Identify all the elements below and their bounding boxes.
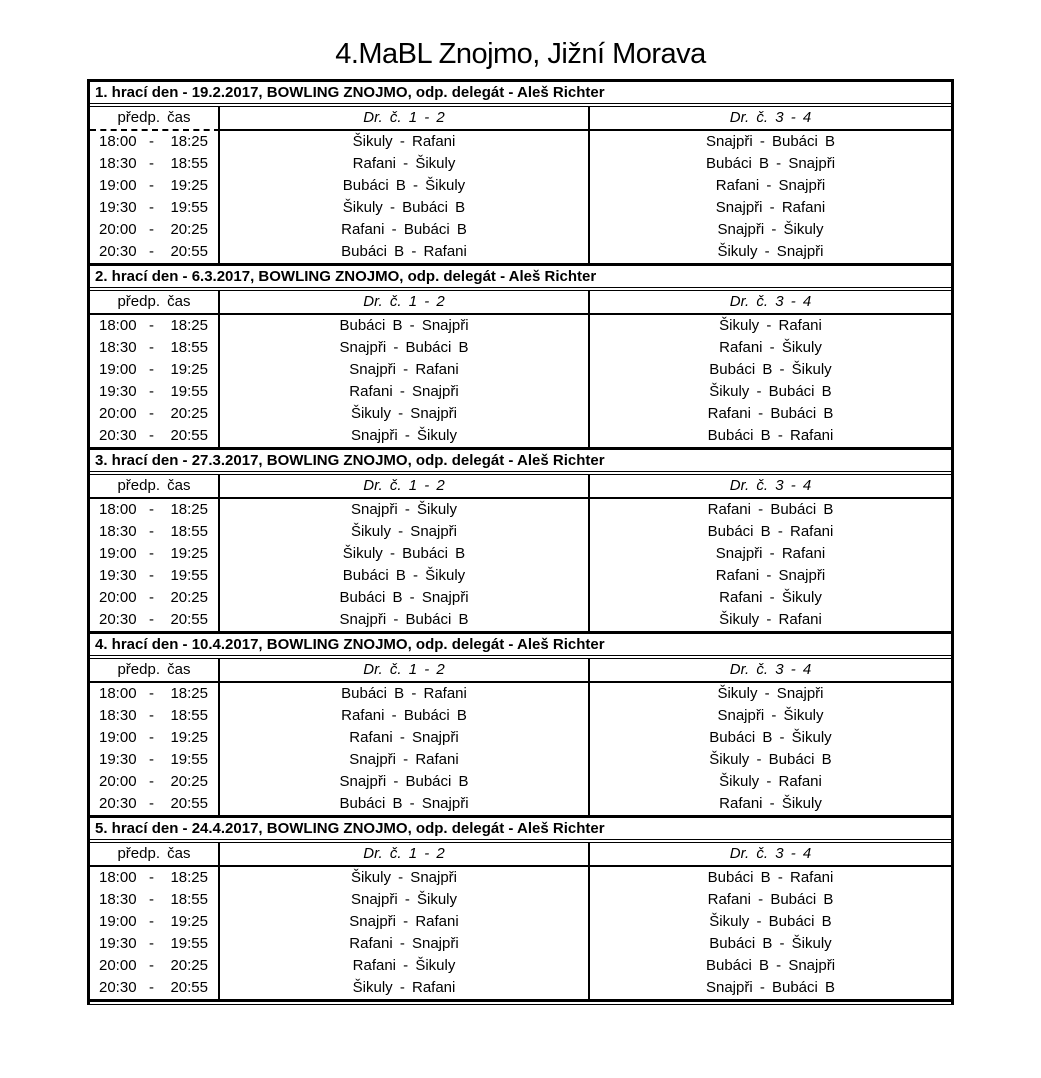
time-separator: - <box>149 383 154 400</box>
time-slot <box>90 889 220 911</box>
time-separator: - <box>149 361 154 378</box>
time-separator: - <box>149 501 154 518</box>
match-row <box>90 587 951 609</box>
time-slot <box>90 911 220 933</box>
time-start: 18:30 <box>99 707 137 724</box>
match-row <box>90 977 951 999</box>
day-header: 1. hrací den - 19.2.2017, BOWLING ZNOJMO, odp. delegát - Aleš Richter <box>90 82 951 107</box>
page-title: 4.MaBL Znojmo, Jižní Morava <box>335 38 706 70</box>
match-row <box>90 771 951 793</box>
col-header-lanes-1-2: Dr. č. 1 - 2 <box>220 659 590 683</box>
match-lanes-1-2: Šikuly - Rafani <box>220 131 590 153</box>
time-separator: - <box>149 935 154 952</box>
match-lanes-3-4: Bubáci B - Šikuly <box>709 935 832 952</box>
match-lanes-1-2: Bubáci B - Rafani <box>220 241 590 263</box>
time-start: 19:00 <box>99 545 137 562</box>
time-start: 20:30 <box>99 795 137 812</box>
time-start: 19:30 <box>99 567 137 584</box>
time-slot <box>90 153 220 175</box>
time-slot <box>90 219 220 241</box>
time-end: 18:25 <box>170 133 208 150</box>
time-slot <box>90 683 220 705</box>
time-start: 20:30 <box>99 979 137 996</box>
column-header-row <box>90 659 951 683</box>
match-lanes-3-4: Šikuly - Snajpři <box>717 685 824 702</box>
time-start: 19:00 <box>99 361 137 378</box>
time-end: 18:55 <box>170 707 208 724</box>
match-lanes-1-2: Bubáci B - Rafani <box>220 683 590 705</box>
day-header: 4. hrací den - 10.4.2017, BOWLING ZNOJMO, odp. delegát - Aleš Richter <box>90 631 951 659</box>
time-slot <box>90 131 220 153</box>
match-lanes-3-4: Snajpři - Bubáci B <box>705 979 836 996</box>
time-start: 20:00 <box>99 221 137 238</box>
match-lanes-3-4: Snajpři - Rafani <box>715 199 826 216</box>
match-lanes-1-2: Rafani - Snajpři <box>220 727 590 749</box>
match-lanes-3-4: Šikuly - Bubáci B <box>709 751 832 768</box>
time-end: 20:55 <box>170 611 208 628</box>
col-header-lanes-1-2: Dr. č. 1 - 2 <box>220 107 590 131</box>
match-row <box>90 749 951 771</box>
match-row <box>90 337 951 359</box>
time-slot <box>90 565 220 587</box>
time-end: 18:25 <box>170 685 208 702</box>
match-row <box>90 499 951 521</box>
match-lanes-1-2: Bubáci B - Snajpři <box>220 587 590 609</box>
match-lanes-1-2: Snajpři - Šikuly <box>220 425 590 447</box>
match-lanes-3-4: Snajpři - Šikuly <box>717 707 824 724</box>
match-lanes-1-2: Bubáci B - Šikuly <box>220 565 590 587</box>
time-slot <box>90 499 220 521</box>
match-row <box>90 219 951 241</box>
time-separator: - <box>149 795 154 812</box>
time-start: 20:30 <box>99 427 137 444</box>
time-start: 18:00 <box>99 501 137 518</box>
match-row <box>90 565 951 587</box>
time-end: 19:25 <box>170 361 208 378</box>
time-end: 19:55 <box>170 567 208 584</box>
match-lanes-3-4: Šikuly - Rafani <box>719 317 822 334</box>
time-slot <box>90 521 220 543</box>
time-slot <box>90 793 220 815</box>
time-start: 20:00 <box>99 957 137 974</box>
time-separator: - <box>149 405 154 422</box>
match-row <box>90 131 951 153</box>
match-lanes-1-2: Rafani - Bubáci B <box>220 705 590 727</box>
match-lanes-1-2: Snajpři - Šikuly <box>220 889 590 911</box>
time-slot <box>90 771 220 793</box>
match-row <box>90 403 951 425</box>
time-separator: - <box>149 567 154 584</box>
time-separator: - <box>149 891 154 908</box>
time-separator: - <box>149 427 154 444</box>
match-lanes-3-4: Rafani - Snajpři <box>715 177 826 194</box>
day-section <box>90 82 951 263</box>
col-header-time: předp. čas <box>90 843 220 867</box>
col-header-lanes-1-2: Dr. č. 1 - 2 <box>220 843 590 867</box>
match-row <box>90 197 951 219</box>
column-header-row <box>90 475 951 499</box>
time-end: 19:25 <box>170 913 208 930</box>
time-start: 19:00 <box>99 177 137 194</box>
time-separator: - <box>149 199 154 216</box>
match-row <box>90 683 951 705</box>
time-end: 20:55 <box>170 795 208 812</box>
match-row <box>90 359 951 381</box>
match-lanes-3-4: Šikuly - Rafani <box>719 773 822 790</box>
col-header-lanes-3-4: Dr. č. 3 - 4 <box>590 475 951 499</box>
time-start: 18:30 <box>99 891 137 908</box>
time-end: 18:55 <box>170 339 208 356</box>
match-lanes-1-2: Šikuly - Snajpři <box>220 403 590 425</box>
time-end: 20:25 <box>170 773 208 790</box>
col-header-lanes-3-4: Dr. č. 3 - 4 <box>590 291 951 315</box>
match-lanes-3-4: Snajpři - Šikuly <box>717 221 824 238</box>
time-separator: - <box>149 773 154 790</box>
time-slot <box>90 587 220 609</box>
time-separator: - <box>149 133 154 150</box>
col-header-lanes-1-2: Dr. č. 1 - 2 <box>220 291 590 315</box>
match-lanes-3-4: Bubáci B - Šikuly <box>709 729 832 746</box>
column-header-row <box>90 291 951 315</box>
time-start: 20:00 <box>99 405 137 422</box>
match-row <box>90 381 951 403</box>
time-slot <box>90 315 220 337</box>
match-lanes-3-4: Snajpři - Rafani <box>715 545 826 562</box>
match-lanes-3-4: Rafani - Bubáci B <box>707 891 834 908</box>
time-start: 18:30 <box>99 155 137 172</box>
time-slot <box>90 403 220 425</box>
match-row <box>90 241 951 263</box>
day-header: 2. hrací den - 6.3.2017, BOWLING ZNOJMO, odp. delegát - Aleš Richter <box>90 263 951 291</box>
match-lanes-1-2: Šikuly - Rafani <box>220 977 590 999</box>
match-lanes-1-2: Šikuly - Snajpři <box>220 867 590 889</box>
time-end: 19:55 <box>170 199 208 216</box>
match-lanes-1-2: Snajpři - Bubáci B <box>220 337 590 359</box>
time-end: 19:25 <box>170 177 208 194</box>
time-start: 19:30 <box>99 751 137 768</box>
time-slot <box>90 933 220 955</box>
match-row <box>90 705 951 727</box>
time-slot <box>90 955 220 977</box>
time-separator: - <box>149 317 154 334</box>
col-header-lanes-3-4: Dr. č. 3 - 4 <box>590 659 951 683</box>
match-row <box>90 175 951 197</box>
match-lanes-1-2: Snajpři - Rafani <box>220 359 590 381</box>
column-header-row <box>90 107 951 131</box>
match-lanes-1-2: Rafani - Snajpři <box>220 381 590 403</box>
time-separator: - <box>149 685 154 702</box>
time-start: 20:30 <box>99 243 137 260</box>
time-separator: - <box>149 221 154 238</box>
time-start: 18:00 <box>99 133 137 150</box>
match-lanes-3-4: Rafani - Snajpři <box>715 567 826 584</box>
match-lanes-3-4: Rafani - Bubáci B <box>707 405 834 422</box>
day-rows <box>90 315 951 447</box>
col-header-lanes-3-4: Dr. č. 3 - 4 <box>590 107 951 131</box>
match-lanes-3-4: Rafani - Bubáci B <box>707 501 834 518</box>
match-lanes-3-4: Šikuly - Snajpři <box>717 243 824 260</box>
schedule-table <box>87 79 954 1005</box>
time-start: 19:00 <box>99 729 137 746</box>
match-row <box>90 425 951 447</box>
match-row <box>90 609 951 631</box>
match-lanes-3-4: Bubáci B - Snajpři <box>705 155 836 172</box>
match-lanes-1-2: Snajpři - Rafani <box>220 911 590 933</box>
time-separator: - <box>149 957 154 974</box>
time-separator: - <box>149 339 154 356</box>
match-lanes-1-2: Bubáci B - Snajpři <box>220 315 590 337</box>
time-start: 19:30 <box>99 383 137 400</box>
time-slot <box>90 337 220 359</box>
day-header: 3. hrací den - 27.3.2017, BOWLING ZNOJMO, odp. delegát - Aleš Richter <box>90 447 951 475</box>
match-row <box>90 889 951 911</box>
time-start: 19:00 <box>99 913 137 930</box>
time-start: 18:00 <box>99 317 137 334</box>
match-lanes-3-4: Rafani - Šikuly <box>719 795 822 812</box>
time-end: 19:55 <box>170 383 208 400</box>
time-slot <box>90 381 220 403</box>
time-slot <box>90 727 220 749</box>
match-row <box>90 727 951 749</box>
time-end: 20:25 <box>170 589 208 606</box>
match-row <box>90 933 951 955</box>
time-start: 20:00 <box>99 589 137 606</box>
time-slot <box>90 359 220 381</box>
time-end: 18:55 <box>170 155 208 172</box>
time-start: 20:00 <box>99 773 137 790</box>
time-separator: - <box>149 545 154 562</box>
time-separator: - <box>149 611 154 628</box>
match-row <box>90 793 951 815</box>
time-separator: - <box>149 155 154 172</box>
time-end: 18:55 <box>170 523 208 540</box>
time-separator: - <box>149 979 154 996</box>
time-start: 19:30 <box>99 199 137 216</box>
time-slot <box>90 175 220 197</box>
time-slot <box>90 867 220 889</box>
match-row <box>90 543 951 565</box>
match-lanes-1-2: Snajpři - Bubáci B <box>220 609 590 631</box>
time-start: 20:30 <box>99 611 137 628</box>
match-lanes-3-4: Šikuly - Bubáci B <box>709 383 832 400</box>
match-lanes-1-2: Snajpři - Bubáci B <box>220 771 590 793</box>
time-end: 20:25 <box>170 405 208 422</box>
day-rows <box>90 131 951 263</box>
column-header-row <box>90 843 951 867</box>
match-lanes-1-2: Rafani - Bubáci B <box>220 219 590 241</box>
time-end: 20:25 <box>170 221 208 238</box>
match-row <box>90 867 951 889</box>
match-row <box>90 153 951 175</box>
time-separator: - <box>149 707 154 724</box>
match-lanes-1-2: Rafani - Snajpři <box>220 933 590 955</box>
col-header-time: předp. čas <box>90 291 220 315</box>
match-lanes-1-2: Snajpři - Rafani <box>220 749 590 771</box>
match-lanes-1-2: Rafani - Šikuly <box>220 153 590 175</box>
time-slot <box>90 197 220 219</box>
match-lanes-1-2: Rafani - Šikuly <box>220 955 590 977</box>
time-slot <box>90 543 220 565</box>
day-rows <box>90 499 951 631</box>
match-lanes-1-2: Bubáci B - Snajpři <box>220 793 590 815</box>
day-section <box>90 263 951 447</box>
time-end: 20:55 <box>170 243 208 260</box>
col-header-time: předp. čas <box>90 107 220 131</box>
time-slot <box>90 609 220 631</box>
match-lanes-3-4: Šikuly - Bubáci B <box>709 913 832 930</box>
time-separator: - <box>149 589 154 606</box>
time-slot <box>90 241 220 263</box>
time-end: 20:25 <box>170 957 208 974</box>
col-header-time: předp. čas <box>90 475 220 499</box>
match-lanes-3-4: Rafani - Šikuly <box>719 339 822 356</box>
time-end: 18:25 <box>170 317 208 334</box>
time-end: 19:55 <box>170 751 208 768</box>
col-header-lanes-1-2: Dr. č. 1 - 2 <box>220 475 590 499</box>
day-rows <box>90 867 951 999</box>
match-lanes-1-2: Šikuly - Bubáci B <box>220 197 590 219</box>
time-slot <box>90 749 220 771</box>
match-lanes-1-2: Bubáci B - Šikuly <box>220 175 590 197</box>
match-row <box>90 315 951 337</box>
time-start: 18:00 <box>99 869 137 886</box>
time-end: 18:25 <box>170 869 208 886</box>
time-start: 18:30 <box>99 339 137 356</box>
col-header-time: předp. čas <box>90 659 220 683</box>
time-separator: - <box>149 751 154 768</box>
match-lanes-3-4: Bubáci B - Rafani <box>707 869 834 886</box>
time-end: 20:55 <box>170 979 208 996</box>
time-separator: - <box>149 729 154 746</box>
time-end: 19:25 <box>170 545 208 562</box>
match-lanes-3-4: Šikuly - Rafani <box>719 611 822 628</box>
time-end: 19:25 <box>170 729 208 746</box>
time-separator: - <box>149 913 154 930</box>
match-row <box>90 955 951 977</box>
day-section <box>90 447 951 631</box>
match-lanes-3-4: Bubáci B - Snajpři <box>705 957 836 974</box>
match-lanes-3-4: Bubáci B - Rafani <box>707 523 834 540</box>
day-section <box>90 631 951 815</box>
match-lanes-1-2: Šikuly - Snajpři <box>220 521 590 543</box>
time-end: 18:25 <box>170 501 208 518</box>
time-start: 19:30 <box>99 935 137 952</box>
time-separator: - <box>149 523 154 540</box>
match-row <box>90 911 951 933</box>
day-header: 5. hrací den - 24.4.2017, BOWLING ZNOJMO, odp. delegát - Aleš Richter <box>90 815 951 843</box>
match-lanes-3-4: Bubáci B - Rafani <box>707 427 834 444</box>
time-end: 20:55 <box>170 427 208 444</box>
time-separator: - <box>149 869 154 886</box>
time-start: 18:00 <box>99 685 137 702</box>
time-separator: - <box>149 177 154 194</box>
day-section <box>90 815 951 1002</box>
match-lanes-1-2: Šikuly - Bubáci B <box>220 543 590 565</box>
match-lanes-3-4: Snajpři - Bubáci B <box>705 133 836 150</box>
time-end: 18:55 <box>170 891 208 908</box>
match-row <box>90 521 951 543</box>
time-slot <box>90 705 220 727</box>
time-slot <box>90 977 220 999</box>
day-rows <box>90 683 951 815</box>
match-lanes-1-2: Snajpři - Šikuly <box>220 499 590 521</box>
time-separator: - <box>149 243 154 260</box>
col-header-lanes-3-4: Dr. č. 3 - 4 <box>590 843 951 867</box>
time-end: 19:55 <box>170 935 208 952</box>
time-slot <box>90 425 220 447</box>
match-lanes-3-4: Rafani - Šikuly <box>719 589 822 606</box>
match-lanes-3-4: Bubáci B - Šikuly <box>709 361 832 378</box>
time-start: 18:30 <box>99 523 137 540</box>
